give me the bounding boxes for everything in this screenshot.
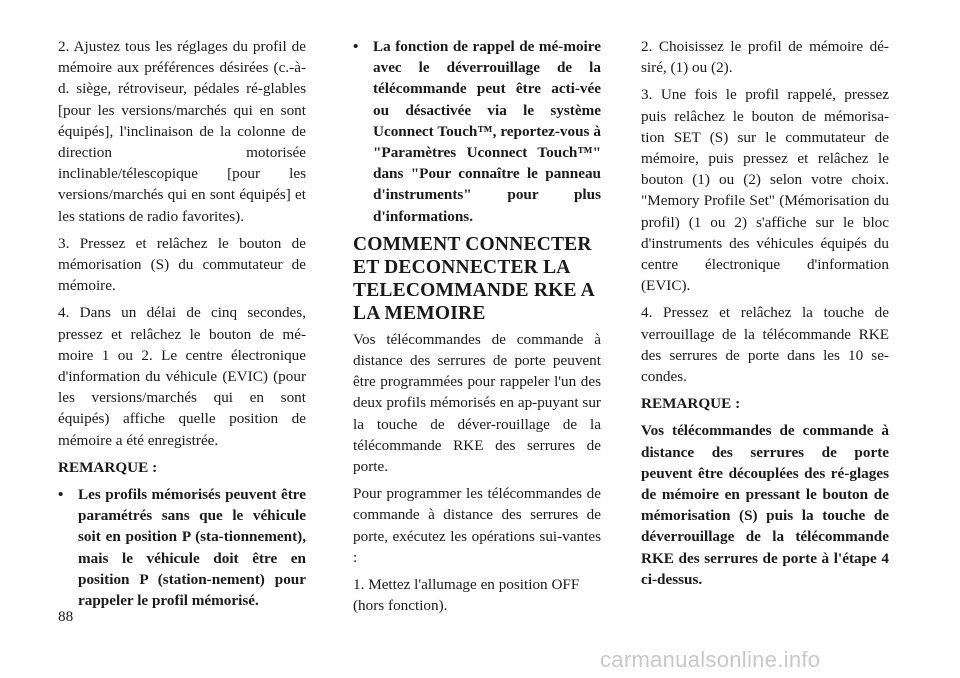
- remark-label: REMARQUE :: [58, 458, 158, 476]
- bullet-item: [58, 484, 306, 611]
- watermark: carmanualsonline.info: [600, 647, 821, 672]
- remark-label: REMARQUE :: [641, 395, 741, 413]
- step-2-paragraph: 2. Choisissez le profil de mémoire dé-siré, (1) ou (2).: [641, 38, 889, 77]
- column-1: [58, 36, 306, 617]
- page-number: 88: [58, 608, 74, 625]
- column-2: [353, 36, 601, 622]
- step-1-paragraph: 1. Mettez l'allumage en position OFF (hors fonction).: [353, 576, 580, 615]
- program-paragraph: Pour programmer les télécommandes de commande à distance des serrures de porte, exécutez les opérations sui-vantes :: [353, 485, 601, 566]
- step-4-paragraph: 4. Pressez et relâchez la touche de verrouillage de la télécommande RKE des serrures de porte dans les 10 se-condes.: [641, 304, 889, 386]
- bullet-item: [353, 36, 601, 227]
- step-3-paragraph: 3. Une fois le profil rappelé, pressez puis relâchez le bouton de mémorisa-tion SET (S) sur le commutateur de mémoire, puis pressez et relâchez le bouton (1) ou (2) selon votre choix. "Memory Profile Set" (Mémorisation du profil) (1 ou 2) s'affiche sur le bloc d'instruments des véhicules équipés du centre électronique d'information (EVIC).: [641, 86, 889, 295]
- step-4-paragraph: 4. Dans un délai de cinq secondes, pressez et relâchez le bouton de mé-moire 1 ou 2. Le centre électronique d'information du véhicule (EVIC) (pour les versions/marchés qui en sont équipés) affiche quelle position de mémoire a été enregistrée.: [58, 304, 306, 449]
- bullet-text: Les profils mémorisés peuvent être paramétrés sans que le véhicule soit en position P (sta-tionnement), mais le véhicule doit être en position P (station-nement) pour rappeler le profil mémorisé.: [78, 486, 306, 610]
- step-2-paragraph: 2. Ajustez tous les réglages du profil de mémoire aux préférences désirées (c.-à-d. siège, rétroviseur, pédales ré-glables [pour les versions/marchés qui en sont équipés], l'inclinaison de la colonne de direction motorisée inclinable/télescopique [pour les versions/marchés qui en sont équipés] et les stations de radio favorites).: [58, 38, 306, 225]
- column-3: [641, 36, 889, 596]
- bullet-dot-icon: •: [58, 486, 64, 504]
- section-heading: COMMENT CONNECTER ET DECONNECTER LA TELECOMMANDE RKE A LA MEMOIRE: [353, 233, 594, 324]
- bullet-dot-icon: •: [353, 38, 359, 55]
- intro-paragraph: Vos télécommandes de commande à distance des serrures de porte peuvent être programmées pour rappeler l'un des deux profils mémorisés en ap-puyant sur la touche de déver-rouillage de la télécommande RKE des serrures de porte.: [353, 330, 601, 476]
- bullet-text: La fonction de rappel de mé-moire avec le déverrouillage de la télécommande peut être acti-vée ou désactivée via le système Uconnect Touch™, reportez-vous à "Paramètres Uconnect Touch™" dans "Pour connaître le panneau d'instruments" pour plus d'informations.: [373, 38, 601, 225]
- remark-text: Vos télécommandes de commande à distance des serrures de porte peuvent être découplées des ré-glages de mémoire en pressant le bouton de mémorisation (S) puis la touche de déverrouillage de la télécommande RKE des serrures de porte à l'étape 4 ci-dessus.: [641, 422, 889, 588]
- step-3-paragraph: 3. Pressez et relâchez le bouton de mémorisation (S) du commutateur de mémoire.: [58, 234, 306, 295]
